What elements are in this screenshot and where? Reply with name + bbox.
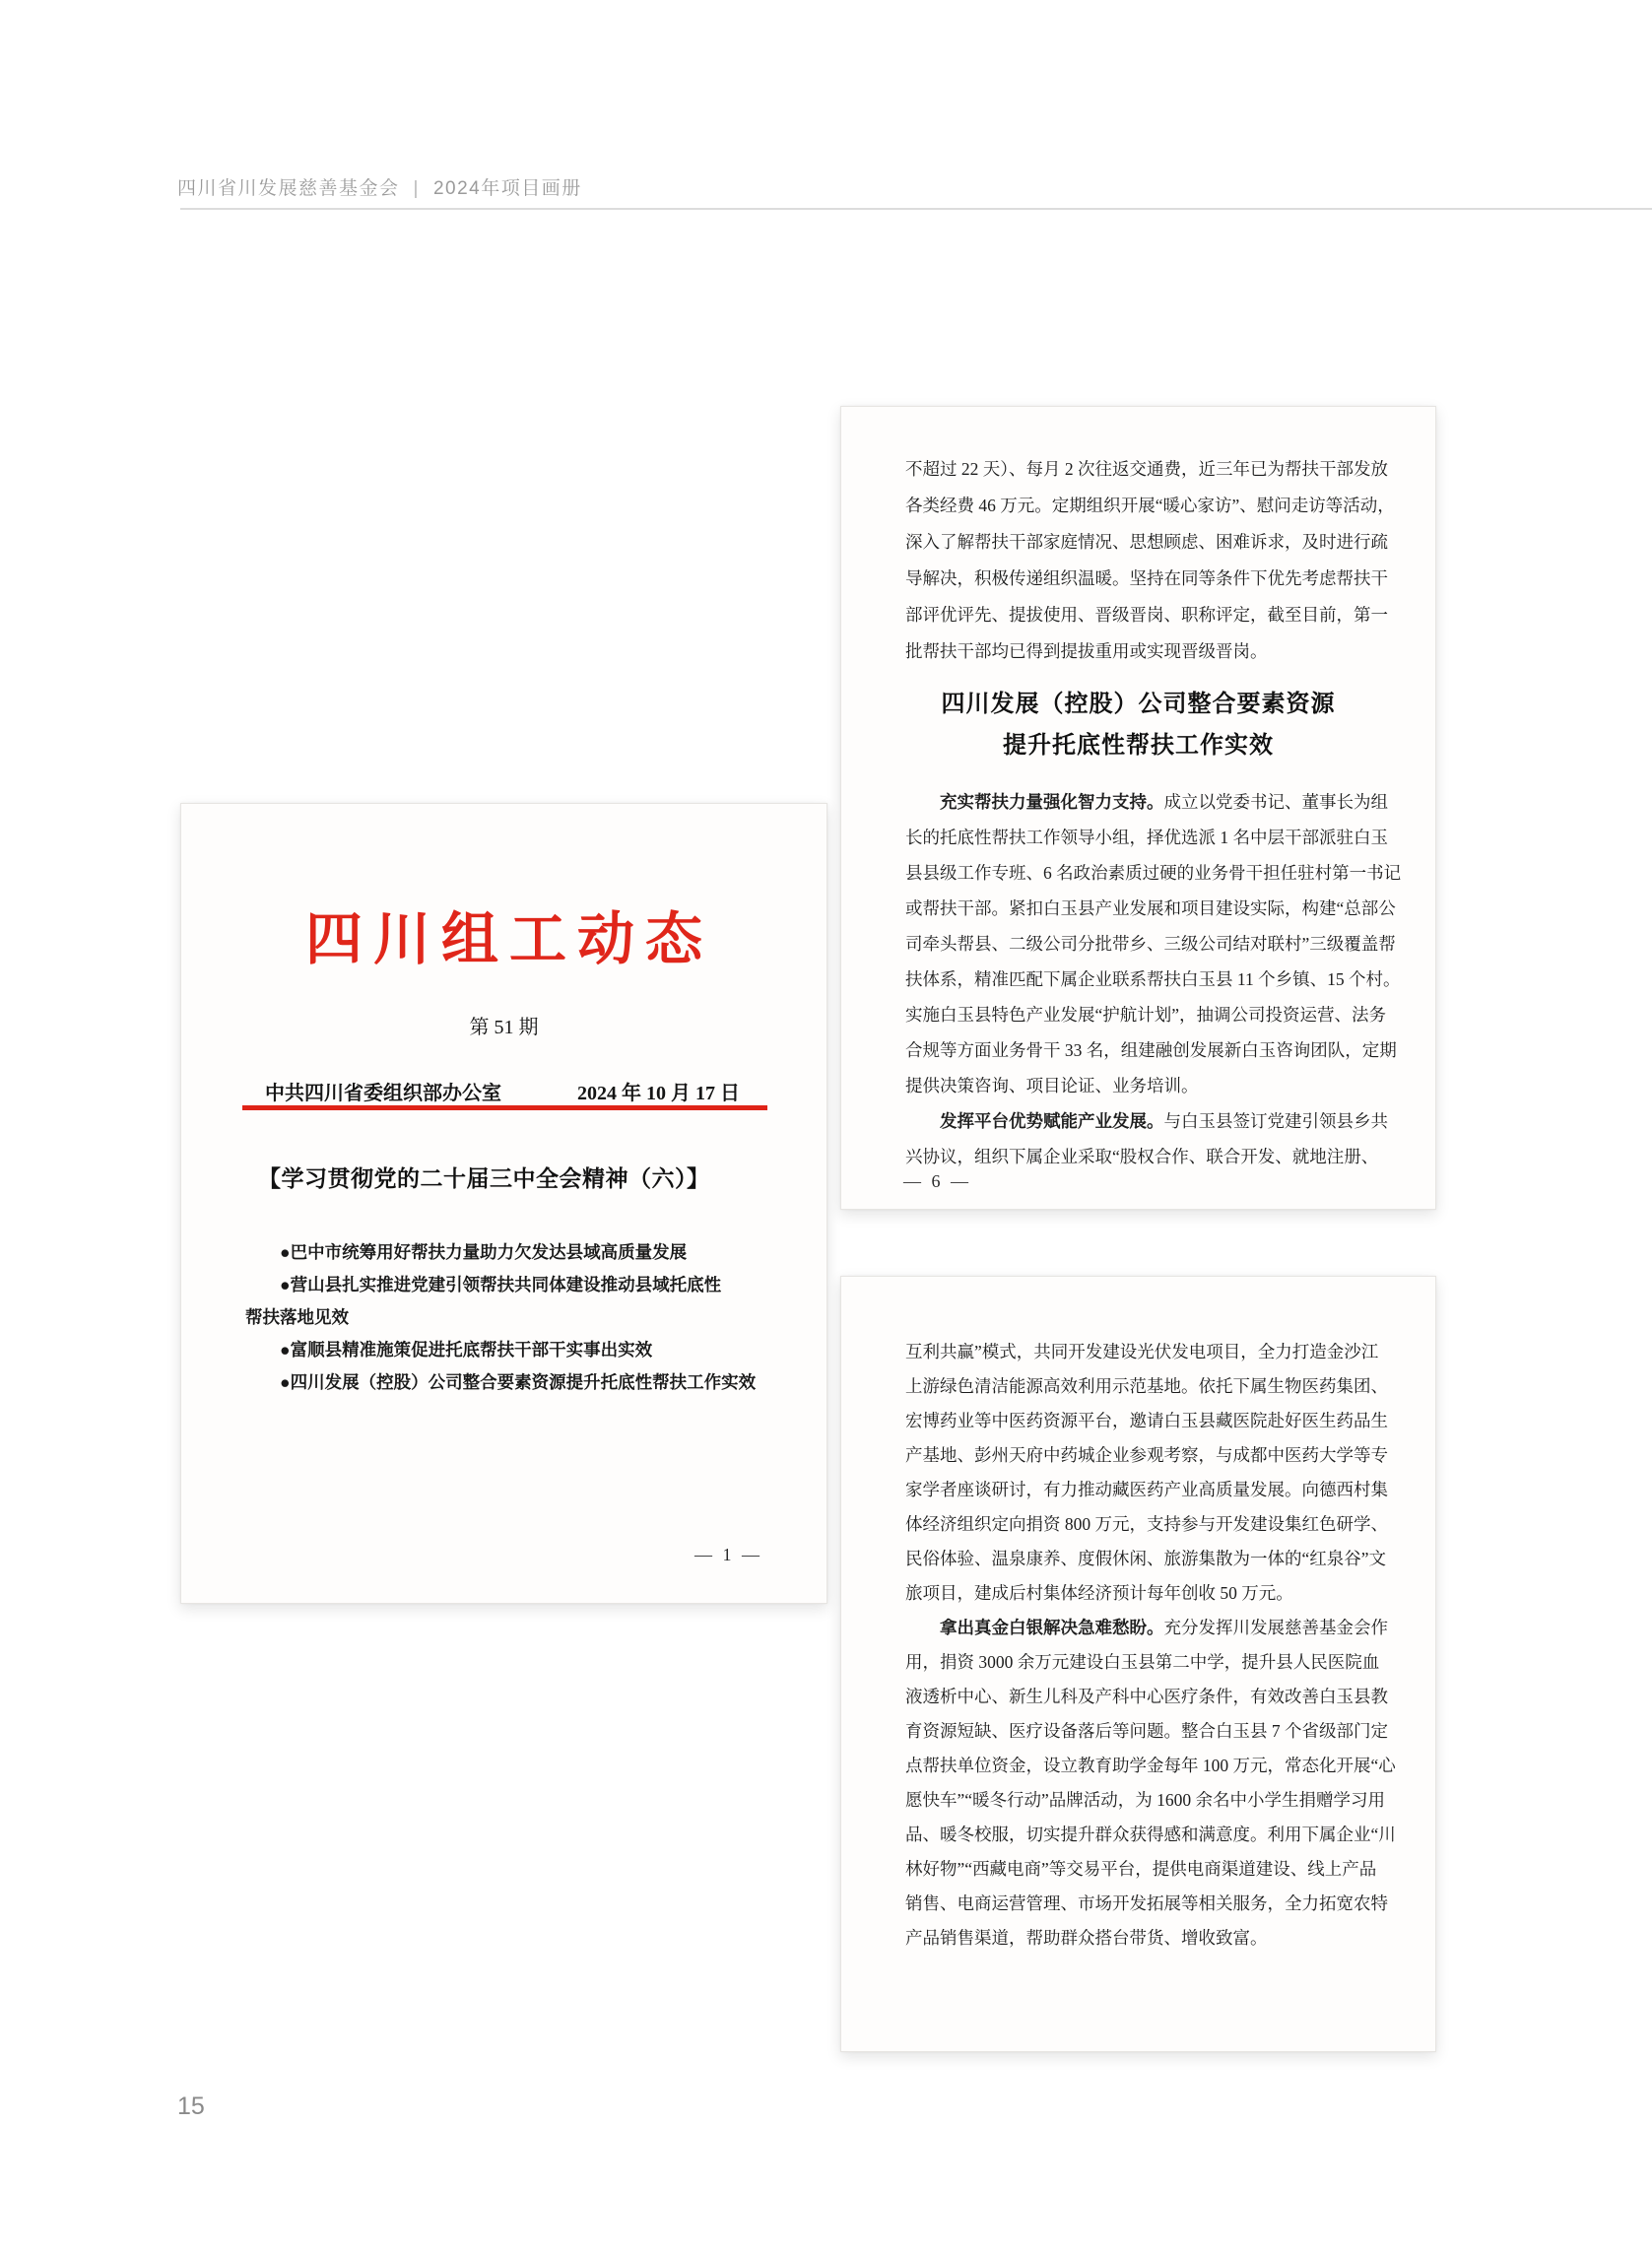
text-line <box>905 1511 1396 1546</box>
line-text: 兴协议，组织下属企业采取“股权合作、联合开发、就地注册、 <box>905 1147 1379 1166</box>
line-text: 上游绿色清洁能源高效利用示范基地。依托下属生物医药集团、 <box>905 1376 1388 1396</box>
text-line <box>905 1442 1396 1477</box>
toc-line: 帮扶落地见效 <box>245 1307 349 1327</box>
page-number: 15 <box>177 2092 205 2120</box>
issuer-name: 中共四川省委组织部办公室 <box>265 1083 501 1104</box>
line-text: 液透析中心、新生儿科及产科中心医疗条件，有效改善白玉县教 <box>905 1687 1388 1706</box>
line-text: 用，捐资 3000 余万元建设白玉县第二中学，提升县人民医院血 <box>905 1652 1380 1672</box>
newsletter-masthead: 四川组工动态 <box>304 907 713 971</box>
intro-paragraph <box>905 456 1395 675</box>
text-line <box>905 1787 1396 1822</box>
text-line <box>905 1546 1396 1580</box>
issuer-line <box>265 1077 740 1105</box>
article-title-line1: 四川发展（控股）公司整合要素资源 <box>941 692 1336 717</box>
header-divider <box>180 208 1652 210</box>
text-line <box>905 1408 1396 1442</box>
text-line <box>905 966 1401 1002</box>
line-text: 实施白玉县特色产业发展“护航计划”，抽调公司投资运营、法务 <box>905 1005 1387 1025</box>
text-line <box>905 896 1401 931</box>
line-text: 长的托底性帮扶工作领导小组，择优选派 1 名中层干部派驻白玉 <box>905 828 1388 847</box>
text-line <box>905 1580 1396 1615</box>
brand-text: 四川省川发展慈善基金会 <box>177 178 400 199</box>
line-text: 宏博药业等中医药资源平台，邀请白玉县藏医院赴好医生药品生 <box>905 1411 1388 1430</box>
text-line: 深入了解帮扶干部家庭情况、思想顾虑、困难诉求，及时进行疏 <box>905 532 1388 552</box>
text-line <box>905 860 1401 896</box>
header-separator: | <box>413 178 420 199</box>
text-line <box>905 1891 1396 1925</box>
article-body <box>905 789 1401 1179</box>
text-line: 不超过 22 天）、每月 2 次往返交通费，近三年已为帮扶干部发放 <box>905 459 1388 479</box>
text-line: 批帮扶干部均已得到提拔重用或实现晋级晋岗。 <box>905 641 1268 661</box>
text-line <box>905 1684 1396 1718</box>
toc-line: ●巴中市统筹用好帮扶力量助力欠发达县域高质量发展 <box>245 1242 688 1262</box>
bold-lead: 充实帮扶力量强化智力支持。 <box>905 792 1164 812</box>
text-line <box>905 1073 1401 1108</box>
text-line <box>905 825 1401 860</box>
line-text: 育资源短缺、医疗设备落后等问题。整合白玉县 7 个省级部门定 <box>905 1721 1388 1741</box>
line-text: 林好物”“西藏电商”等交易平台，提供电商渠道建设、线上产品 <box>905 1859 1377 1879</box>
article-page-scan-top <box>840 406 1436 1210</box>
line-text: 民俗体验、温泉康养、度假休闲、旅游集散为一体的“红泉谷”文 <box>905 1549 1387 1568</box>
line-text: 与白玉县签订党建引领县乡共 <box>1163 1111 1388 1131</box>
issue-number: 第 51 期 <box>469 1017 539 1038</box>
text-line <box>905 1718 1396 1753</box>
text-line <box>905 1002 1401 1037</box>
line-text: 产品销售渠道，帮助群众搭台带货、增收致富。 <box>905 1928 1268 1948</box>
text-line <box>905 1373 1396 1408</box>
line-text: 合规等方面业务骨干 33 名，组建融创发展新白玉咨询团队，定期 <box>905 1040 1397 1060</box>
line-text: 扶体系，精准匹配下属企业联系帮扶白玉县 11 个乡镇、15 个村。 <box>905 969 1401 989</box>
booklet-title: 2024年项目画册 <box>432 178 582 199</box>
text-line <box>905 1477 1396 1511</box>
bold-lead: 发挥平台优势赋能产业发展。 <box>905 1111 1164 1131</box>
text-line <box>905 1144 1401 1179</box>
line-text: 或帮扶干部。紧扣白玉县产业发展和项目建设实际，构建“总部公 <box>905 898 1396 918</box>
toc-line: ●富顺县精准施策促进托底帮扶干部干实事出实效 <box>245 1340 653 1360</box>
line-text: 品、暖冬校服，切实提升群众获得感和满意度。利用下属企业“川 <box>905 1825 1396 1844</box>
toc-line: ●四川发展（控股）公司整合要素资源提升托底性帮扶工作实效 <box>245 1372 757 1392</box>
line-text: 产基地、彭州天府中药城企业参观考察，与成都中医药大学等专 <box>905 1445 1388 1465</box>
newsletter-cover-scan <box>180 803 827 1604</box>
page-marker-1: — 1 — <box>694 1545 762 1564</box>
text-line <box>905 1925 1396 1959</box>
article-body-continued <box>905 1339 1396 1959</box>
article-title-line2: 提升托底性帮扶工作实效 <box>1003 733 1274 759</box>
text-line: 部评优评先、提拔使用、晋级晋岗、职称评定，截至目前，第一 <box>905 605 1388 625</box>
text-line <box>905 1108 1401 1144</box>
text-line <box>905 1615 1396 1649</box>
line-text: 点帮扶单位资金，设立教育助学金每年 100 万元，常态化开展“心 <box>905 1756 1396 1775</box>
text-line <box>905 789 1401 825</box>
line-text: 愿快车”“暖冬行动”品牌活动，为 1600 余名中小学生捐赠学习用 <box>905 1790 1386 1810</box>
line-text: 互利共赢”模式，共同开发建设光伏发电项目，全力打造金沙江 <box>905 1342 1379 1361</box>
line-text: 销售、电商运营管理、市场开发拓展等相关服务，全力拓宽农特 <box>905 1893 1388 1913</box>
text-line <box>905 931 1401 966</box>
text-line <box>905 1856 1396 1891</box>
text-line <box>905 1649 1396 1684</box>
text-line: 导解决，积极传递组织温暖。坚持在同等条件下优先考虑帮扶干 <box>905 568 1388 588</box>
text-line: 各类经费 46 万元。定期组织开展“暖心家访”、慰问走访等活动， <box>905 496 1395 515</box>
article-page-scan-bottom <box>840 1276 1436 2052</box>
masthead-rule <box>242 1105 767 1110</box>
text-line <box>905 1822 1396 1856</box>
line-text: 成立以党委书记、董事长为组 <box>1163 792 1388 812</box>
line-text: 提供决策咨询、项目论证、业务培训。 <box>905 1076 1199 1095</box>
text-line <box>905 1339 1396 1373</box>
line-text: 家学者座谈研讨，有力推动藏医药产业高质量发展。向德西村集 <box>905 1480 1388 1499</box>
page-header <box>177 173 582 200</box>
bold-lead: 拿出真金白银解决急难愁盼。 <box>905 1618 1164 1637</box>
text-line <box>905 1037 1401 1073</box>
line-text: 充分发挥川发展慈善基金会作 <box>1163 1618 1388 1637</box>
text-line <box>905 1753 1396 1787</box>
line-text: 县县级工作专班、6 名政治素质过硬的业务骨干担任驻村第一书记 <box>905 863 1402 883</box>
line-text: 体经济组织定向捐资 800 万元，支持参与开发建设集红色研学、 <box>905 1514 1388 1534</box>
line-text: 旅项目，建成后村集体经济预计每年创收 50 万元。 <box>905 1583 1293 1603</box>
toc-bullet-list <box>245 1239 756 1402</box>
line-text: 司牵头帮县、二级公司分批带乡、三级公司结对联村”三级覆盖帮 <box>905 934 1396 954</box>
toc-line: ●营山县扎实推进党建引领帮扶共同体建设推动县域托底性 <box>245 1275 722 1294</box>
section-title: 【学习贯彻党的二十届三中全会精神（六）】 <box>258 1165 710 1191</box>
issue-date: 2024 年 10 月 17 日 <box>577 1083 740 1104</box>
page-marker-6: — 6 — <box>903 1171 971 1191</box>
